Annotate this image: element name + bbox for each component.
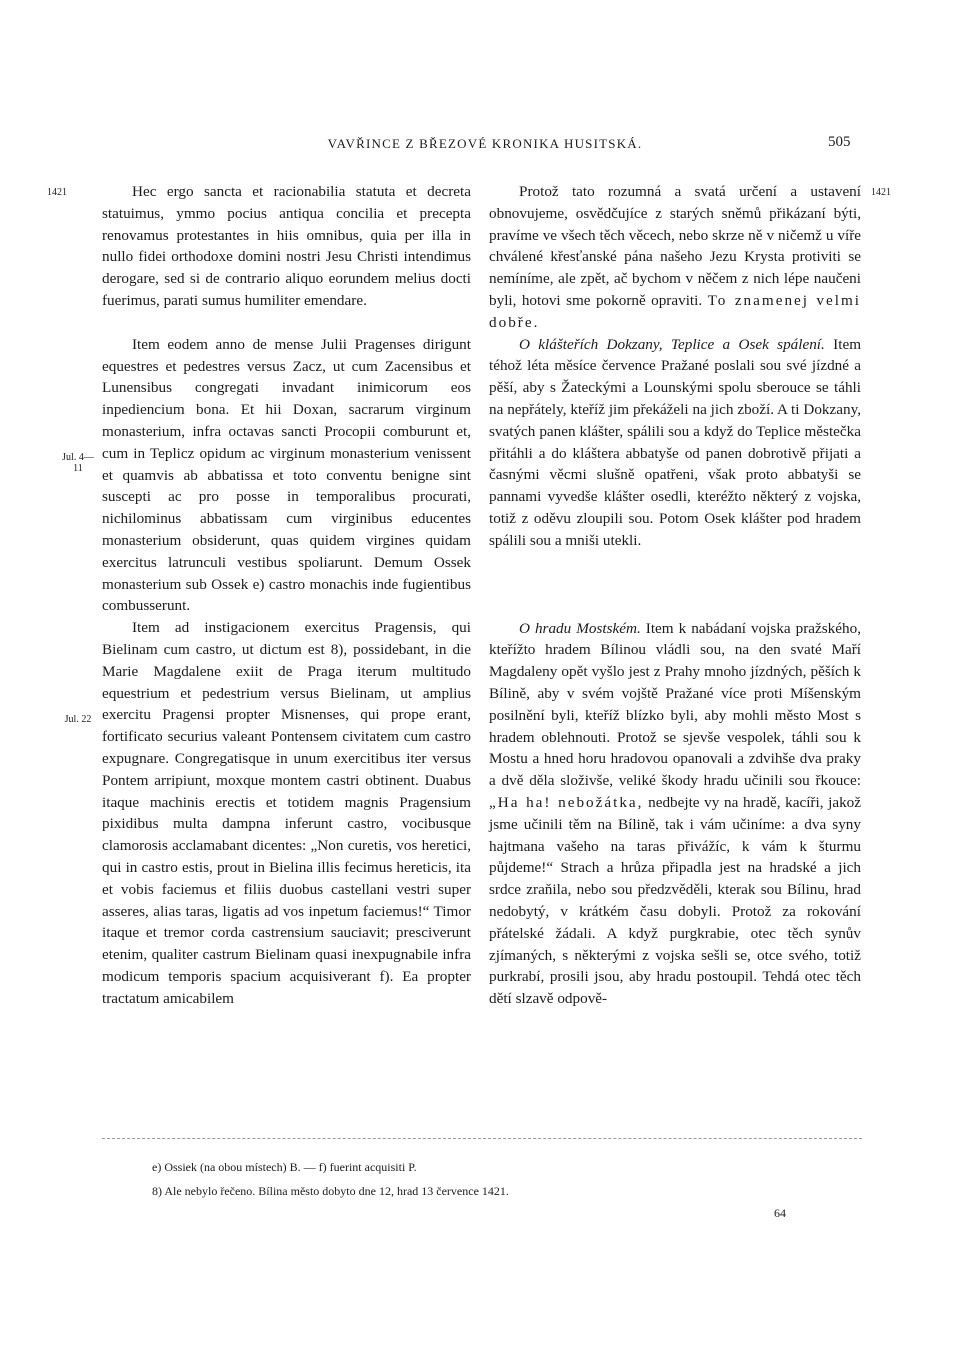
section-heading-monasteries: O klášteřích Dokzany, Teplice a Osek spálení. — [519, 335, 825, 353]
footnote-divider — [102, 1138, 862, 1139]
margin-year-right: 1421 — [871, 187, 891, 198]
latin-column — [102, 181, 471, 1009]
latin-paragraph-1: Hec ergo sancta et racionabilia statuta et decreta statuimus, ymmo pocius antiqua concilia et precepta renovamus protestantes in hiis omnibus, quia per illa in nullo fidei orthodoxe domini nostri Jesu Christi intendimus derogare, sed si de contrario aliquo eorundem melius docti fuerimus, parati sumus humiliter emendare. — [102, 183, 471, 309]
czech-paragraph-1-spaced: To znamenej velmi dobře. — [489, 291, 862, 331]
footnote-2: 8) Ale nebylo řečeno. Bílina město dobyto dne 12, hrad 13 července 1421. — [152, 1184, 509, 1198]
margin-year-left: 1421 — [47, 187, 67, 198]
czech-column — [489, 181, 861, 1010]
signature-mark: 64 — [774, 1206, 786, 1220]
margin-date-july-4-11: Jul. 4—11 — [62, 452, 94, 474]
czech-paragraph-2 — [489, 334, 861, 552]
margin-date-july-22: Jul. 22 — [64, 714, 92, 725]
latin-paragraph-3: Item ad instigacionem exercitus Pragensis, qui Bielinam cum castro, ut dictum est 8), possidebant, in die Marie Magdalene exiit de Praga iterum multitudo equestrium et pedestrium versus Bielinam, ut amplius exercitu Pragensi propter Misnenses, qui prope erant, fortificato securius valeant Pontensem civitatem cum castro expugnare. Congregatisque in unum exercitibus iter versus Pontem arripiunt, moxque montem castri obtinent. Duabus itaque machinis erectis et totidem magnis Pragensium pixidibus multa dampna inferunt castro, vocibusque clamorosis acclamabant dicentes: „Non curetis, vos heretici, qui in castro estis, prout in Bielina illis fecimus hereticis, ita et vobis faciemus et filiis duobus castellani vestri super asseres, alias taras, ligatis ad vos inpetum faciemus!“ Timor itaque et tremor corda castrensium sauciavit; presciverunt etenim, qualiter castrum Bielinam quasi inexpugnabile infra modicum temporis spacium acquisiverant f). Ea propter tractatum amicabilem — [102, 619, 471, 1007]
czech-paragraph-2-text: Item téhož léta měsíce července Pražané poslali sou své jízdné a pěší, aby s Žateckými a Lounskými spolu sberouce se táhli na nepřátely, kteříž jim překáželi na jich zboží. A ti Dokzany, svatých panen klášter, spálili sou a když do Teplice městečka přitáhli a do kláštera abbatyše od panen dobrotivě přijati a časnými věcmi slušně opatřeni, však proto abbatyši se pannami vyvedše klášter osedli, kteréžto některý z vojska, totiž z oděvu zloupili sou. Potom Osek klášter pod hradem spálili sou a mniši utekli. — [489, 335, 862, 549]
czech-paragraph-3-text-b: nedbejte vy na hradě, kacíři, jakož jsme učinili těm na Bílině, tak i vám učiníme: a dva syny hajtmana vašeho na taras přivážíc, k vám k šturmu půjdeme!“ Strach a hrůza připadla jest na hradské a jich srdce zraňila, nebo sou předzvěděli, kterak sou Bílinu, hrad nedobytý, v krátkém času dobyli. Protož za rokování přátelské žádali. A když purgkrabie, otec těch synův zjímaných, s některými z vojska sešli se, otce svého, totiž purkrabí, prosili jsou, aby hradu postoupil. Tehdá otec těch dětí slzavě odpově- — [489, 793, 862, 1008]
latin-paragraph-2: Item eodem anno de mense Julii Pragenses dirigunt equestres et pedestres versus Zacz, ut cum Zacensibus et Lunensibus congregati invadant inimicorum eos inpediencium bona. Et hii Doxan, sacrarum virginum monasterium, infra octavas sancti Procopii comburunt et, cum in Teplicz opidum ac virginum monasterium venissent et quamvis ab abbatissa et toto conventu benigne sint suscepti ac pro posse in temporalibus procurati, nichilominus abbatissam cum virginibus educentes monasterium obsiderunt, quas quidem virgines quidam exercitus latrunculi vestibus spoliarunt. Demum Ossek monasterium sub Ossek e) castro monachis inde fugientibus combusserunt. — [102, 335, 471, 615]
page-number: 505 — [828, 134, 851, 150]
section-heading-most-castle: O hradu Mostském. — [519, 619, 641, 637]
czech-paragraph-3 — [489, 618, 861, 1010]
czech-paragraph-3-text-a: Item k nabádaní vojska pražského, kteřížto hradem Bílinou vládli sou, na den svaté Maří Magdaleny opět vyšlo jest z Prahy mnoho jízdných, pěších k Bílině, aby v svém vojště Pražané více proti Míšenským posilnění byli, kteříž blízko byli, aby mohli město Most s hradem oblehnouti. Protož se sjevše vespolek, táhli sou k Mostu a hned horu hradovou opanovali a zdvihše dva praky a dvě děla složivše, veliké škody hradu učinili sou řkouce: — [489, 619, 862, 790]
czech-paragraph-1-text: Protož tato rozumná a svatá určení a ustavení obnovujeme, osvědčujíce z starých sněmů přikázaní býti, pravíme ve všech těch věcech, nebo skrze ně v ničemž u víře chválené křesťanské pána našeho Jezu Krysta protiviti se nemíníme, ale zpět, ač bychom v něčem z nich lépe naučeni byli, hotovi sme pokorně opraviti. — [489, 183, 861, 309]
footnote-1: e) Ossiek (na obou místech) B. — f) fuerint acquisiti P. — [152, 1160, 417, 1174]
running-title: VAVŘINCE Z BŘEZOVÉ KRONIKA HUSITSKÁ. — [327, 136, 643, 151]
czech-paragraph-3-shout: „Ha ha! nebožátka, — [489, 793, 644, 811]
czech-paragraph-1 — [489, 181, 861, 334]
